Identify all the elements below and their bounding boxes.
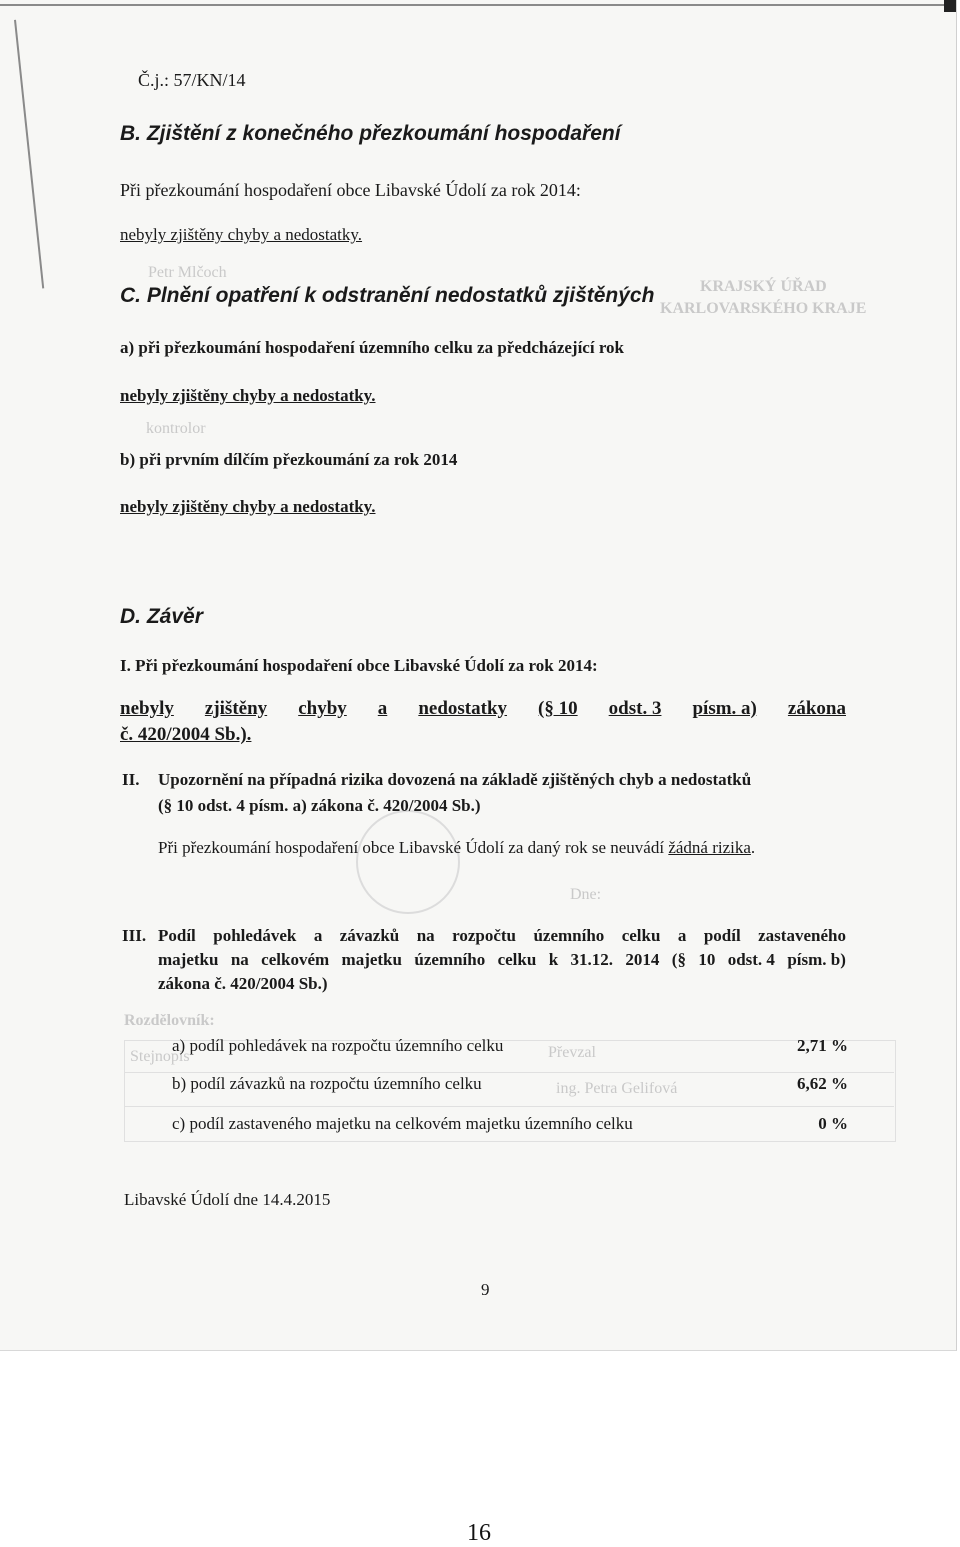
scan-corner-mark bbox=[944, 0, 956, 12]
word: pohledávek bbox=[213, 926, 297, 945]
bleed-text: KARLOVARSKÉHO KRAJE bbox=[660, 300, 867, 317]
word: rozpočtu bbox=[452, 926, 516, 945]
section-c-b-label: b) při prvním dílčím přezkoumání za rok 2014 bbox=[120, 450, 458, 469]
section-b-result: nebyly zjištěny chyby a nedostatky. bbox=[120, 225, 363, 244]
bleed-table-line bbox=[124, 1106, 894, 1107]
date-line: Libavské Údolí dne 14.4.2015 bbox=[124, 1190, 331, 1209]
bleed-text: Petr Mlčoch bbox=[148, 264, 227, 281]
bleed-text: ing. Petra Gelifová bbox=[556, 1080, 678, 1097]
share-label: c) podíl zastaveného majetku na celkovém majetku územního celku bbox=[172, 1114, 633, 1133]
word: územního bbox=[414, 950, 486, 969]
conclusion-ii-line1: Upozornění na případná rizika dovozená na základě zjištěných chyb a nedostatků bbox=[158, 770, 752, 789]
outer-page-number: 16 bbox=[467, 1520, 491, 1546]
conclusion-iii-number: III. bbox=[122, 926, 147, 945]
section-c-a-label: a) při přezkoumání hospodaření územního celku za předcházející rok bbox=[120, 338, 625, 357]
bleed-text: Dne: bbox=[570, 886, 602, 903]
conclusion-ii-number: II. bbox=[122, 770, 140, 789]
word: celku bbox=[621, 926, 661, 945]
share-label: a) podíl pohledávek na rozpočtu územního celku bbox=[172, 1036, 504, 1055]
conclusion-iii-line1 bbox=[158, 926, 846, 946]
bleed-stamp bbox=[356, 810, 460, 914]
word: 2014 bbox=[625, 950, 660, 969]
conclusion-iii-line3: zákona č. 420/2004 Sb.) bbox=[158, 974, 328, 993]
bleed-text: kontrolor bbox=[146, 420, 206, 437]
share-value: 6,62 % bbox=[797, 1074, 848, 1093]
word: závazků bbox=[339, 926, 400, 945]
word: podíl bbox=[703, 926, 741, 945]
section-b-intro: Při přezkoumání hospodaření obce Libavské Údolí za rok 2014: bbox=[120, 180, 581, 200]
word: nedostatky bbox=[418, 698, 508, 719]
word: odst. 4 bbox=[727, 950, 775, 969]
conclusion-i-result bbox=[120, 698, 846, 720]
word: nebyly bbox=[120, 698, 174, 719]
word: (§ bbox=[671, 950, 686, 969]
section-b-heading: B. Zjištění z konečného přezkoumání hospodaření bbox=[120, 122, 621, 145]
share-row-pledged-assets bbox=[172, 1114, 848, 1134]
word: na bbox=[230, 950, 249, 969]
word: zákona bbox=[787, 698, 846, 719]
bleed-text: Rozdělovník: bbox=[124, 1012, 215, 1029]
word: majetku bbox=[158, 950, 219, 969]
word: 31.12. bbox=[570, 950, 614, 969]
conclusion-i-result-line2: č. 420/2004 Sb.). bbox=[120, 724, 252, 745]
text: . bbox=[750, 838, 756, 857]
conclusion-ii-line2: (§ 10 odst. 4 písm. a) zákona č. 420/2004 Sb.) bbox=[158, 796, 481, 815]
word: na bbox=[416, 926, 435, 945]
bleed-text: KRAJSKÝ ÚŘAD bbox=[700, 278, 827, 295]
conclusion-iii-line2 bbox=[158, 950, 846, 970]
share-value: 2,71 % bbox=[797, 1036, 848, 1055]
scan-top-edge bbox=[0, 4, 956, 6]
word: Podíl bbox=[158, 926, 196, 945]
share-label: b) podíl závazků na rozpočtu územního celku bbox=[172, 1074, 482, 1093]
word: 10 bbox=[698, 950, 716, 969]
inner-page-number: 9 bbox=[481, 1280, 490, 1299]
share-row-receivables bbox=[172, 1036, 848, 1056]
word: a bbox=[377, 698, 388, 719]
bleed-text: Stejnopis bbox=[130, 1048, 190, 1065]
risks-underlined: žádná rizika bbox=[668, 838, 751, 857]
word: zjištěny bbox=[204, 698, 268, 719]
section-c-b-result: nebyly zjištěny chyby a nedostatky. bbox=[120, 497, 376, 516]
reference-number: Č.j.: 57/KN/14 bbox=[138, 70, 246, 90]
word: zastaveného bbox=[758, 926, 846, 945]
share-row-liabilities bbox=[172, 1074, 848, 1094]
bleed-table-line bbox=[124, 1072, 894, 1073]
section-c-heading: C. Plnění opatření k odstranění nedostatků zjištěných bbox=[120, 284, 655, 307]
word: (§ 10 bbox=[538, 698, 578, 719]
word: a bbox=[313, 926, 323, 945]
text: Při přezkoumání hospodaření obce Libavské Údolí za daný rok se neuvádí bbox=[158, 838, 665, 857]
share-value: 0 % bbox=[818, 1114, 848, 1133]
word: celku bbox=[497, 950, 537, 969]
word: písm. b) bbox=[787, 950, 846, 969]
conclusion-ii-text bbox=[158, 838, 755, 858]
word: celkovém bbox=[261, 950, 330, 969]
word: územního bbox=[533, 926, 605, 945]
word: k bbox=[548, 950, 559, 969]
section-d-heading: D. Závěr bbox=[120, 605, 203, 628]
bleed-text: Převzal bbox=[548, 1044, 596, 1061]
section-c-a-result: nebyly zjištěny chyby a nedostatky. bbox=[120, 386, 376, 405]
word: odst. 3 bbox=[608, 698, 662, 719]
word: majetku bbox=[341, 950, 402, 969]
conclusion-i-text: I. Při přezkoumání hospodaření obce Libavské Údolí za rok 2014: bbox=[120, 656, 598, 675]
word: písm. a) bbox=[692, 698, 757, 719]
word: chyby bbox=[298, 698, 347, 719]
scan-left-edge bbox=[14, 20, 44, 289]
word: a bbox=[677, 926, 687, 945]
